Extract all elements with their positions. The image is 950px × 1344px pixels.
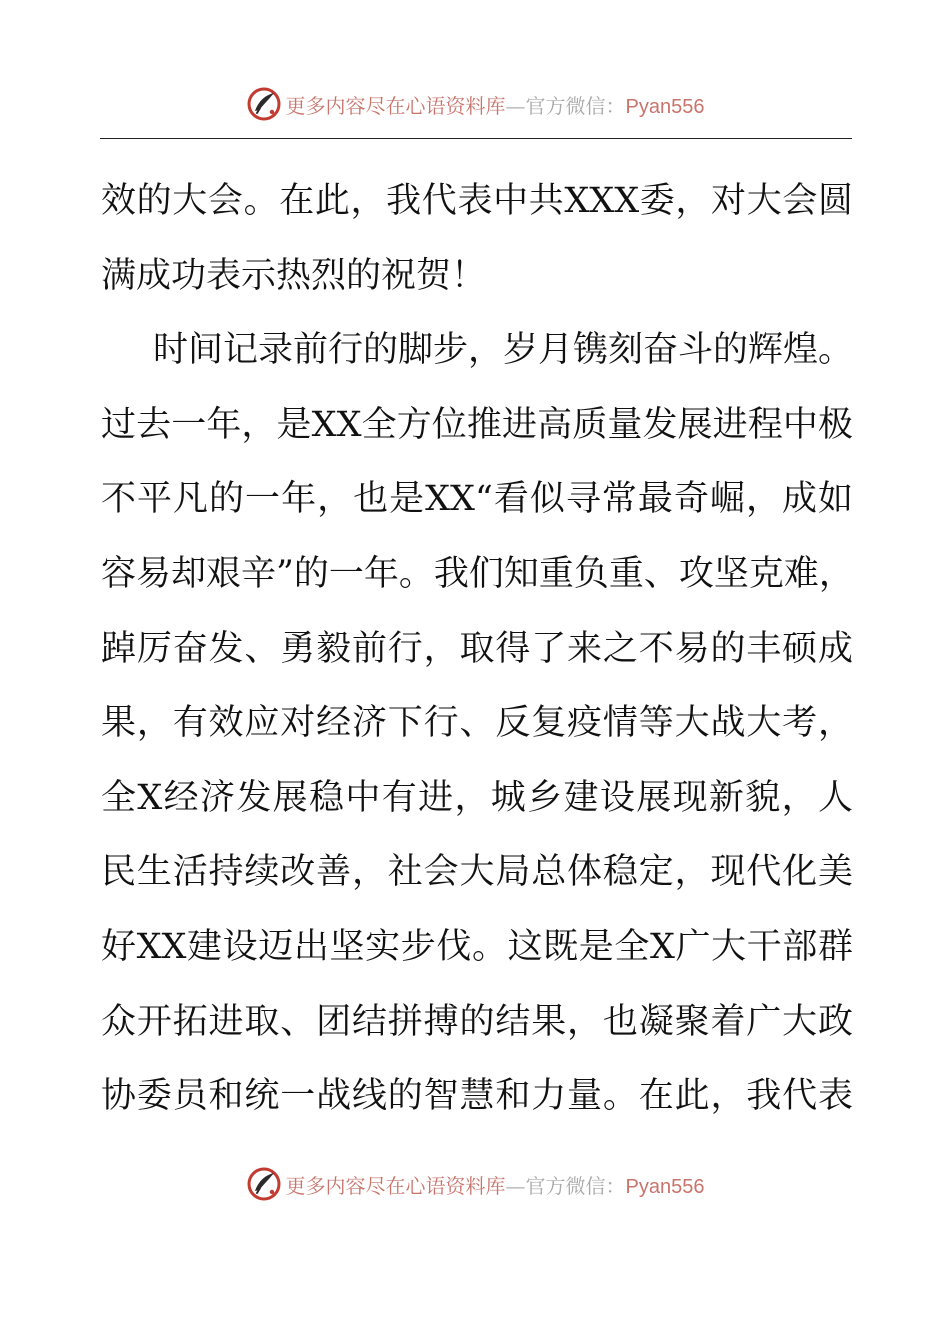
header-separator: — bbox=[505, 93, 526, 118]
body-line: 踔厉奋发、勇毅前行，取得了来之不易的丰硕成 bbox=[101, 628, 853, 669]
body-line: 时间记录前行的脚步，岁月镌刻奋斗的辉煌。 bbox=[153, 330, 854, 371]
header-divider bbox=[100, 138, 852, 139]
body-line: 好XX建设迈出坚实步伐。这既是全X广大干部群 bbox=[101, 926, 853, 967]
footer-banner bbox=[246, 1166, 705, 1202]
body-line: 全X经济发展稳中有进，城乡建设展现新貌，人 bbox=[101, 777, 853, 818]
body-line: 果，有效应对经济下行、反复疫情等大战大考， bbox=[101, 703, 853, 744]
header-wechat-label: 官方微信： bbox=[525, 93, 626, 118]
page-header bbox=[0, 84, 950, 124]
footer-brand: 更多内容尽在心语资料库 bbox=[285, 1173, 506, 1198]
footer-separator: — bbox=[505, 1173, 526, 1198]
footer-banner-text bbox=[286, 1170, 705, 1199]
page-footer bbox=[0, 1164, 950, 1204]
body-line: 不平凡的一年，也是XX“看似寻常最奇崛，成如 bbox=[101, 479, 853, 520]
document-body bbox=[101, 164, 853, 1134]
pen-seal-icon bbox=[246, 86, 282, 122]
header-brand: 更多内容尽在心语资料库 bbox=[285, 93, 506, 118]
body-line: 民生活持续改善，社会大局总体稳定，现代化美 bbox=[101, 852, 853, 893]
body-line: 效的大会。在此，我代表中共XXX委，对大会圆 bbox=[101, 181, 853, 221]
body-line: 过去一年，是XX全方位推进高质量发展进程中极 bbox=[101, 404, 853, 445]
footer-wechat-label: 官方微信： bbox=[525, 1173, 626, 1198]
header-banner bbox=[246, 86, 705, 122]
body-line: 容易却艰辛”的一年。我们知重负重、攻坚克难， bbox=[101, 553, 854, 594]
body-line: 众开拓进取、团结拼搏的结果，也凝聚着广大政 bbox=[101, 1001, 853, 1042]
body-line: 满成功表示热烈的祝贺！ bbox=[101, 255, 487, 296]
body-line: 协委员和统一战线的智慧和力量。在此，我代表 bbox=[101, 1076, 853, 1117]
header-wechat-id: Pyan556 bbox=[625, 95, 705, 118]
footer-wechat-id: Pyan556 bbox=[625, 1175, 705, 1198]
pen-seal-icon bbox=[246, 1166, 282, 1202]
header-banner-text bbox=[286, 90, 705, 119]
